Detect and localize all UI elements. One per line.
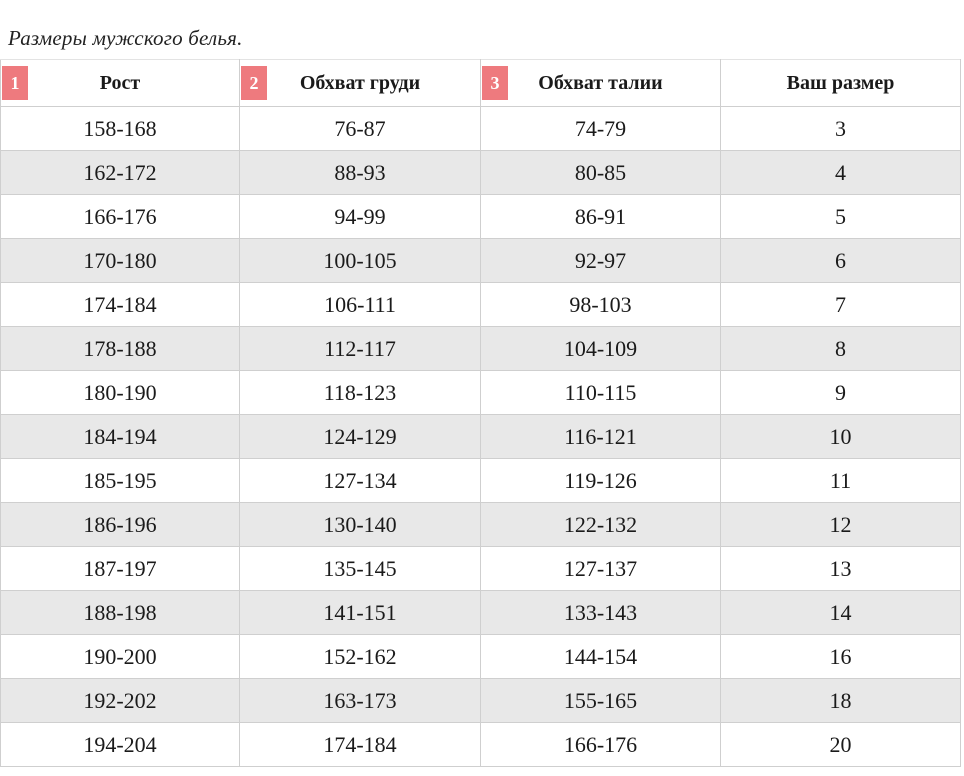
cell-size: 3 [721, 107, 961, 151]
cell-waist: 86-91 [481, 195, 721, 239]
header-label: Обхват груди [299, 71, 421, 94]
cell-chest: 174-184 [240, 723, 481, 767]
cell-size: 4 [721, 151, 961, 195]
table-row [1, 459, 961, 503]
cell-waist: 119-126 [481, 459, 721, 503]
cell-waist: 116-121 [481, 415, 721, 459]
cell-chest: 76-87 [240, 107, 481, 151]
cell-waist: 133-143 [481, 591, 721, 635]
cell-waist: 166-176 [481, 723, 721, 767]
cell-waist: 144-154 [481, 635, 721, 679]
table-row [1, 679, 961, 723]
table-row [1, 283, 961, 327]
size-table [0, 59, 961, 767]
cell-chest: 112-117 [240, 327, 481, 371]
table-row [1, 151, 961, 195]
header-height [1, 60, 240, 107]
table-row [1, 415, 961, 459]
column-number-badge: 2 [241, 66, 267, 100]
table-caption: Размеры мужского белья. [8, 26, 243, 50]
table-row [1, 591, 961, 635]
cell-chest: 124-129 [240, 415, 481, 459]
header-size [721, 60, 961, 107]
cell-height: 170-180 [1, 239, 240, 283]
cell-size: 18 [721, 679, 961, 723]
table-row [1, 547, 961, 591]
table-row [1, 195, 961, 239]
header-label: Обхват талии [538, 71, 663, 94]
cell-height: 178-188 [1, 327, 240, 371]
cell-waist: 104-109 [481, 327, 721, 371]
cell-height: 185-195 [1, 459, 240, 503]
cell-waist: 92-97 [481, 239, 721, 283]
cell-size: 9 [721, 371, 961, 415]
header-waist [481, 60, 721, 107]
cell-size: 10 [721, 415, 961, 459]
cell-waist: 98-103 [481, 283, 721, 327]
cell-height: 190-200 [1, 635, 240, 679]
cell-chest: 152-162 [240, 635, 481, 679]
cell-chest: 130-140 [240, 503, 481, 547]
cell-chest: 118-123 [240, 371, 481, 415]
cell-chest: 163-173 [240, 679, 481, 723]
cell-height: 174-184 [1, 283, 240, 327]
cell-size: 16 [721, 635, 961, 679]
cell-waist: 74-79 [481, 107, 721, 151]
header-label: Ваш размер [786, 71, 895, 94]
column-number-badge: 3 [482, 66, 508, 100]
cell-height: 184-194 [1, 415, 240, 459]
cell-chest: 100-105 [240, 239, 481, 283]
cell-waist: 122-132 [481, 503, 721, 547]
cell-height: 162-172 [1, 151, 240, 195]
table-row [1, 371, 961, 415]
cell-chest: 127-134 [240, 459, 481, 503]
cell-size: 12 [721, 503, 961, 547]
cell-height: 158-168 [1, 107, 240, 151]
cell-height: 187-197 [1, 547, 240, 591]
cell-size: 6 [721, 239, 961, 283]
table-row [1, 723, 961, 767]
table-row [1, 327, 961, 371]
cell-waist: 110-115 [481, 371, 721, 415]
cell-size: 13 [721, 547, 961, 591]
table-row [1, 635, 961, 679]
cell-size: 20 [721, 723, 961, 767]
cell-size: 5 [721, 195, 961, 239]
cell-chest: 135-145 [240, 547, 481, 591]
cell-chest: 106-111 [240, 283, 481, 327]
cell-height: 166-176 [1, 195, 240, 239]
cell-waist: 155-165 [481, 679, 721, 723]
cell-height: 192-202 [1, 679, 240, 723]
cell-height: 180-190 [1, 371, 240, 415]
table-row [1, 107, 961, 151]
cell-height: 194-204 [1, 723, 240, 767]
cell-size: 7 [721, 283, 961, 327]
header-chest [240, 60, 481, 107]
table-row [1, 239, 961, 283]
table-row [1, 503, 961, 547]
cell-size: 14 [721, 591, 961, 635]
header-label: Рост [99, 71, 141, 94]
cell-size: 11 [721, 459, 961, 503]
cell-size: 8 [721, 327, 961, 371]
header-row [1, 60, 961, 107]
column-number-badge: 1 [2, 66, 28, 100]
cell-chest: 94-99 [240, 195, 481, 239]
cell-chest: 141-151 [240, 591, 481, 635]
cell-chest: 88-93 [240, 151, 481, 195]
cell-waist: 127-137 [481, 547, 721, 591]
cell-waist: 80-85 [481, 151, 721, 195]
table-body [1, 107, 961, 767]
cell-height: 188-198 [1, 591, 240, 635]
cell-height: 186-196 [1, 503, 240, 547]
